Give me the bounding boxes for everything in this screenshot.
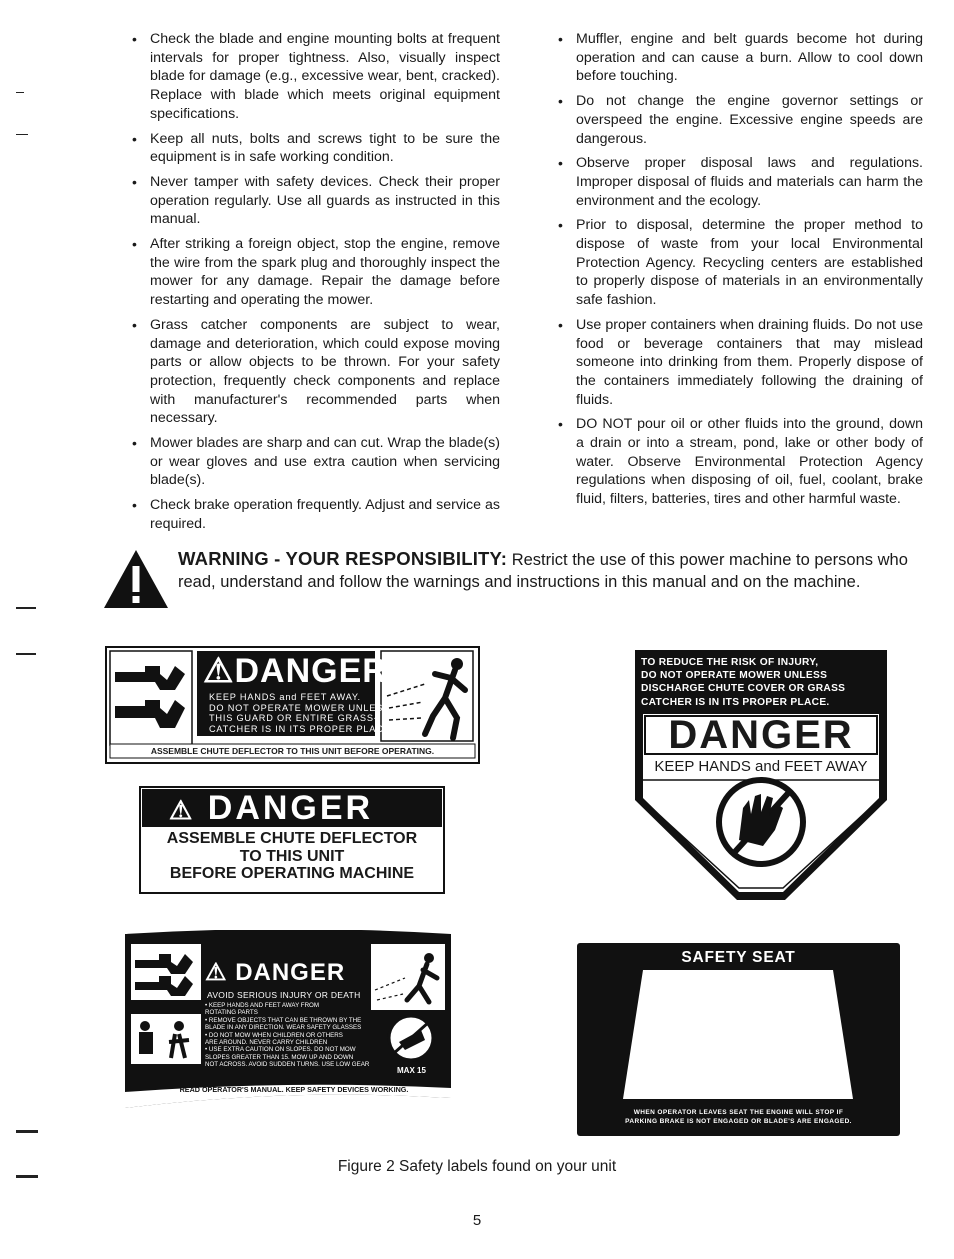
danger-label-avoid-injury (125, 930, 451, 1110)
danger-header: TO REDUCE THE RISK OF INJURY, DO NOT OPERATE MOWER UNLESS DISCHARGE CHUTE COVER OR GRASS CATCHER IS IN ITS PROPER PLACE. (641, 657, 846, 708)
list-item: • Muffler, engine and belt guards become hot during operation and can cause a burn. Allow to cool down before touching. (556, 30, 923, 86)
right-column (556, 30, 923, 515)
list-item: • Use proper containers when draining fluids. Do not use food or beverage containers that may mislead someone into drinking from them. Properly dispose of the containers immediately following the draining of fluids. (556, 316, 923, 410)
right-bullet-list (556, 30, 923, 509)
figure-caption: Figure 2 Safety labels found on your unit (337, 1158, 617, 1175)
list-item: • Mower blades are sharp and can cut. Wrap the blade(s) or wear gloves and use extra caution when servicing blade(s). (130, 434, 500, 490)
danger-footer: READ OPERATOR'S MANUAL. KEEP SAFETY DEVICES WORKING. (179, 1085, 409, 1094)
list-item: • Check the blade and engine mounting bolts at frequent intervals for proper tightness. Also, visually inspect blade for damage (e.g., excessive wear, bent, cracked). Replace with blade which meets original equipment specifications. (130, 30, 500, 124)
margin-mark (16, 607, 36, 609)
list-item: • DO NOT pour oil or other fluids into the ground, down a drain or into a stream, pond, lake or other body of water. Observe Environmental Protection Agency regulations when disposing of oil, fuel, coolant, brake fluid, filters, batteries, tires and other harmful waste. (556, 415, 923, 509)
list-item: • Grass catcher components are subject to wear, damage and deterioration, which could expose moving parts or allow objects to be thrown. For your safety protection, frequently check components and replace with manufacturer's recommended parts when necessary. (130, 316, 500, 428)
margin-mark (16, 92, 24, 93)
danger-subtitle: AVOID SERIOUS INJURY OR DEATH (207, 990, 361, 1000)
safety-seat-title: SAFETY SEAT (681, 949, 796, 966)
page-number: 5 (472, 1212, 482, 1229)
warning-triangle-icon: ⚠ (169, 795, 196, 825)
list-item: • Never tamper with safety devices. Check their proper operation regularly. Use all guards as instructed in this manual. (130, 173, 500, 229)
danger-instructions: • KEEP HANDS AND FEET AWAY FROM ROTATING PARTS • REMOVE OBJECTS THAT CAN BE THROWN BY THE BLADE IN ANY DIRECTION. WEAR SAFETY GLASSES • DO NOT MOW WHEN CHILDREN OR OTHERS ARE AROUND. NEVER CARRY CHILDREN • USE EXTRA CAUTION ON SLOPES. DO NOT MOW SLOPES GREATER THAN 15. MOW UP AND DOWN NOT ACROSS. AVOID SUDDEN TURNS. USE LOW GEAR (205, 1002, 370, 1069)
max-slope-label: MAX 15 (397, 1066, 426, 1075)
warning-triangle-icon: ⚠ (205, 959, 228, 986)
danger-label-chute-guard (105, 646, 480, 764)
margin-mark (16, 1130, 38, 1133)
warning-triangle-icon: ⚠ (203, 652, 235, 690)
list-item: • Observe proper disposal laws and regulations. Improper disposal of fluids and materials can harm the environment and the ecology. (556, 154, 923, 210)
left-bullet-list (130, 30, 500, 534)
list-item: • After striking a foreign object, stop the engine, remove the wire from the spark plug and thoroughly inspect the mower for any damage. Repair the damage before restarting and operating the mower. (130, 235, 500, 310)
danger-label-discharge-cover (635, 650, 887, 902)
margin-mark (16, 653, 36, 655)
danger-title: DANGER (668, 713, 854, 757)
danger-footer: ASSEMBLE CHUTE DEFLECTOR TO THIS UNIT BEFORE OPERATING. (150, 746, 435, 756)
danger-title: ⚠ DANGER (205, 959, 346, 986)
safety-seat-label (577, 943, 900, 1136)
warning-text (178, 548, 930, 593)
deflector-instructions: ASSEMBLE CHUTE DEFLECTOR TO THIS UNIT BEFORE OPERATING MACHINE (166, 830, 418, 882)
list-item: • Check brake operation frequently. Adjust and service as required. (130, 496, 500, 533)
danger-instructions: KEEP HANDS and FEET AWAY. DO NOT OPERATE MOWER UNLESS THIS GUARD OR ENTIRE GRASS- CATCHER IS IN ITS PROPER PLACE. (209, 692, 394, 734)
warning-body: Restrict the use of this power machine to persons who read, understand and follow the warnings and instructions in this manual and on the machine. (178, 551, 908, 591)
list-item: • Do not change the engine governor settings or overspeed the engine. Excessive engine speeds are dangerous. (556, 92, 923, 148)
danger-title: ⚠DANGER (203, 652, 388, 690)
warning-heading: WARNING - YOUR RESPONSIBILITY: (178, 548, 508, 569)
list-item: • Keep all nuts, bolts and screws tight to be sure the equipment is in safe working condition. (130, 130, 500, 167)
warning-triangle-icon (104, 550, 168, 608)
margin-mark (16, 134, 28, 135)
danger-title: ⚠ DANGER (169, 789, 374, 827)
list-item: • Prior to disposal, determine the proper method to dispose of waste from your local Environmental Protection Agency. Recycling centers are established to properly dispose of materials in an environmentally safe fashion. (556, 216, 923, 310)
danger-label-chute-deflector (139, 786, 445, 894)
danger-subtitle: KEEP HANDS and FEET AWAY (654, 758, 868, 775)
left-column (130, 30, 500, 540)
safety-seat-footer: WHEN OPERATOR LEAVES SEAT THE ENGINE WILL STOP IF PARKING BRAKE IS NOT ENGAGED OR BLADE'S ARE ENGAGED. (625, 1109, 852, 1125)
label-artwork (577, 943, 900, 1136)
responsibility-warning (104, 546, 929, 608)
